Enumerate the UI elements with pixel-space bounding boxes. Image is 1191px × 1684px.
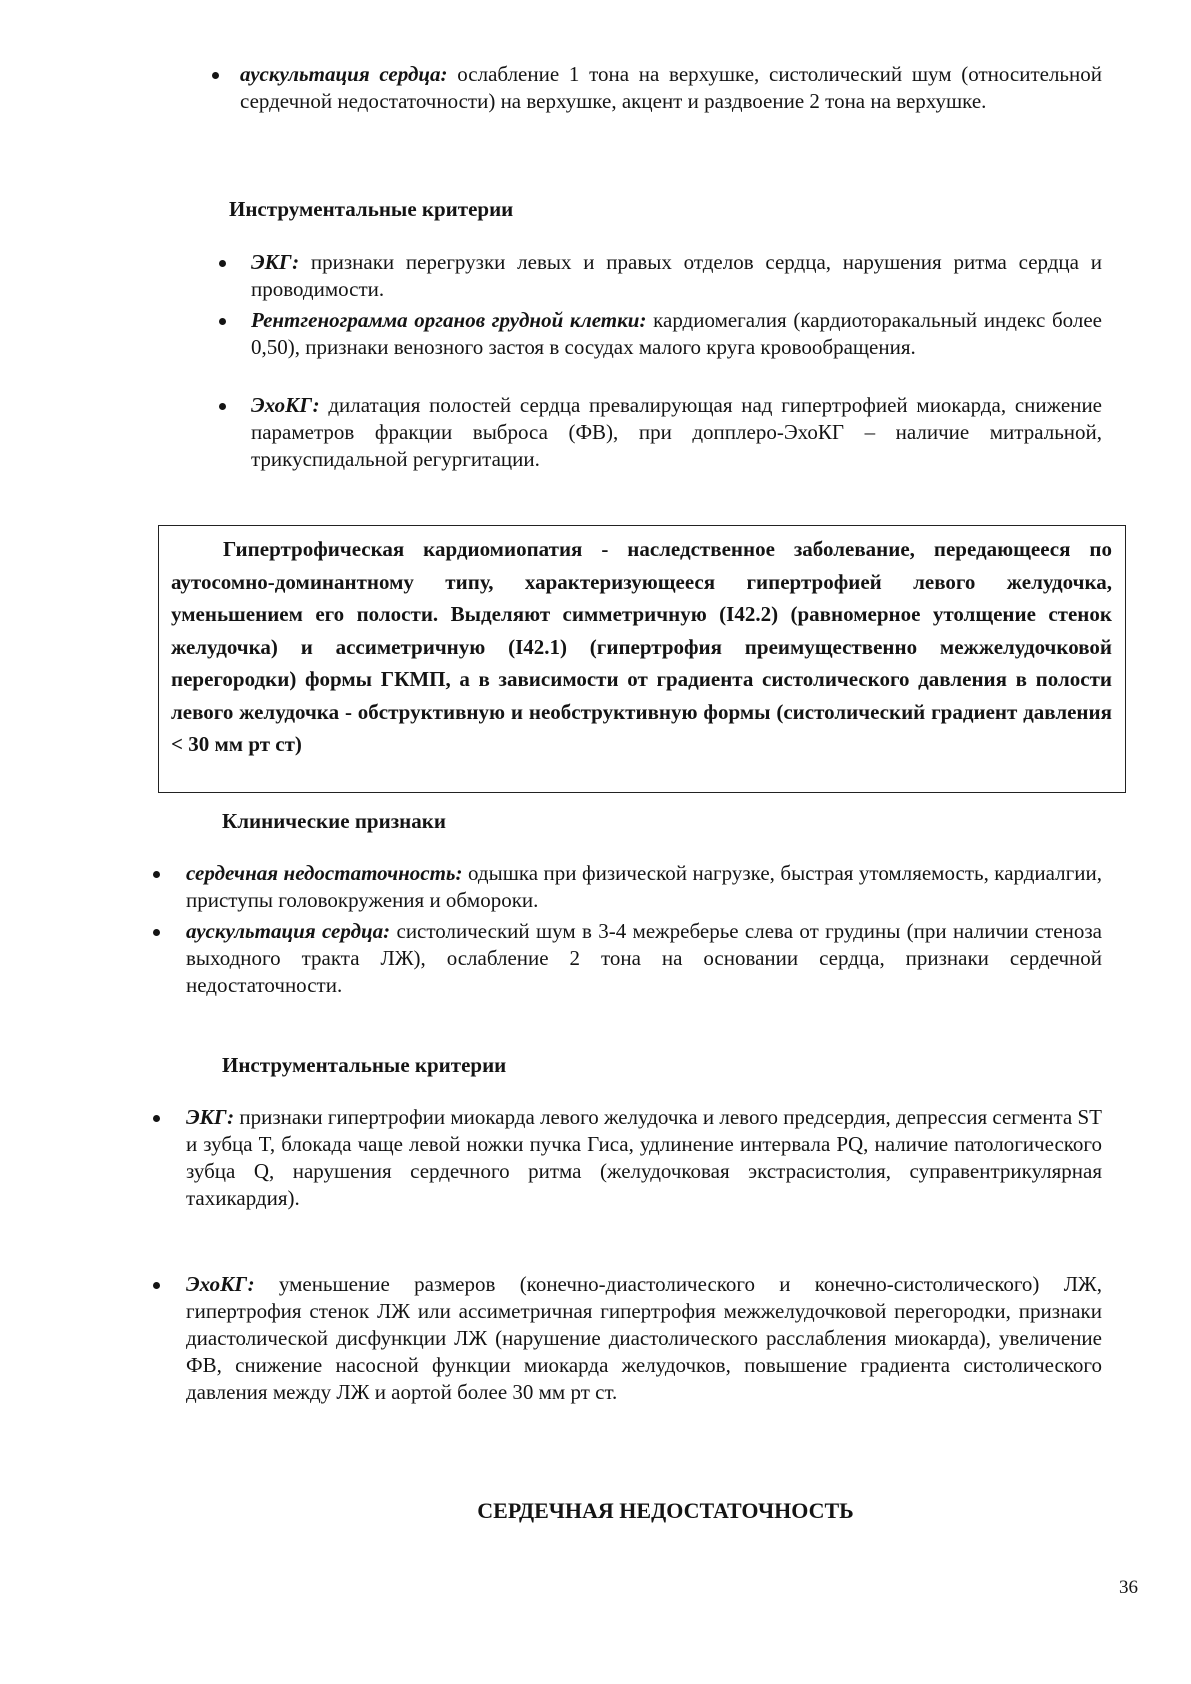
xray-text: кардиомегалия (кардиоторакальный индекс более 0,50), признаки венозного застоя в сосудах малого круга кровообращения. (251, 308, 1102, 359)
bullet-icon (153, 871, 160, 878)
auscultation-term-2: аускультация сердца: (186, 919, 391, 943)
ekg-text-1: признаки перегрузки левых и правых отделов сердца, нарушения ритма сердца и проводимости. (251, 250, 1102, 301)
echo-term-2: ЭхоКГ: (186, 1272, 255, 1296)
bullet-icon (153, 1282, 160, 1289)
bullet-icon (219, 318, 226, 325)
echo-paragraph-1 (251, 392, 1102, 473)
clinical-heading: Клинические признаки (222, 809, 446, 833)
instrumental-heading-2: Инструментальные критерии (222, 1053, 507, 1077)
definition-text (171, 533, 1112, 761)
ekg-text-2: признаки гипертрофии миокарда левого желудочка и левого предсердия, депрессия сегмента ST и зубца T, блокада чаще левой ножки пучка Гиса, удлинение интервала PQ, наличие патологического зубца Q, нарушения сердечного ритма (желудочковая экстрасистолия, суправентрикулярная тахикардия). (186, 1105, 1102, 1210)
xray-term: Рентгенограмма органов грудной клетки: (251, 308, 647, 332)
heart-failure-text: одышка при физической нагрузке, быстрая утомляемость, кардиалгии, приступы головокружения и обмороки. (186, 861, 1102, 912)
page-number: 36 (1119, 1577, 1138, 1598)
heart-failure-paragraph (186, 860, 1102, 914)
ekg-paragraph-1 (251, 249, 1102, 303)
auscultation-paragraph-2 (186, 918, 1102, 999)
heart-failure-term: сердечная недостаточность: (186, 861, 463, 885)
auscultation-text-2: систолический шум в 3-4 межреберье слева от грудины (при наличии стеноза выходного тракта ЛЖ), ослабление 2 тона на основании сердца, признаки сердечной недостаточности. (186, 919, 1102, 997)
bullet-icon (153, 1115, 160, 1122)
echo-term-1: ЭхоКГ: (251, 393, 320, 417)
definition-content: Гипертрофическая кардиомиопатия - наследственное заболевание, передающееся по аутосомно-доминантному типу, характеризующееся гипертрофией левого желудочка, уменьшением его полости. Выделяют симметричную (I42.2) (равномерное утолщение стенок желудочка) и ассиметричную (I42.1) (гипертрофия преимущественно межжелудочковой перегородки) формы ГКМП, а в зависимости от градиента систолического давления в полости левого желудочка - обструктивную и необструктивную формы (систолический градиент давления < 30 мм рт ст) (171, 537, 1112, 756)
echo-text-1: дилатация полостей сердца превалирующая над гипертрофией миокарда, снижение параметров фракции выброса (ФВ), при допплеро-ЭхоКГ – наличие митральной, трикуспидальной регургитации. (251, 393, 1102, 471)
echo-text-2: уменьшение размеров (конечно-диастолического и конечно-систолического) ЛЖ, гипертрофия стенок ЛЖ или ассиметричная гипертрофия межжелудочковой перегородки, признаки диастолической дисфункции ЛЖ (нарушение диастолического расслабления миокарда), увеличение ФВ, снижение насосной функции миокарда желудочков, повышение градиента систолического давления между ЛЖ и аортой более 30 мм рт ст. (186, 1272, 1102, 1404)
ekg-term-2: ЭКГ: (186, 1105, 235, 1129)
auscultation-paragraph (240, 61, 1102, 115)
auscultation-text: ослабление 1 тона на верхушке, систолический шум (относительной сердечной недостаточности) на верхушке, акцент и раздвоение 2 тона на верхушке. (240, 62, 1102, 113)
bullet-icon (219, 260, 226, 267)
echo-paragraph-2 (186, 1271, 1102, 1406)
xray-paragraph (251, 307, 1102, 361)
ekg-paragraph-2 (186, 1104, 1102, 1212)
next-section-title: СЕРДЕЧНАЯ НЕДОСТАТОЧНОСТЬ (477, 1498, 854, 1523)
bullet-icon (219, 403, 226, 410)
auscultation-term: аускультация сердца: (240, 62, 448, 86)
bullet-icon (153, 929, 160, 936)
bullet-icon (212, 72, 219, 79)
ekg-term-1: ЭКГ: (251, 250, 300, 274)
instrumental-heading-1: Инструментальные критерии (229, 197, 514, 221)
